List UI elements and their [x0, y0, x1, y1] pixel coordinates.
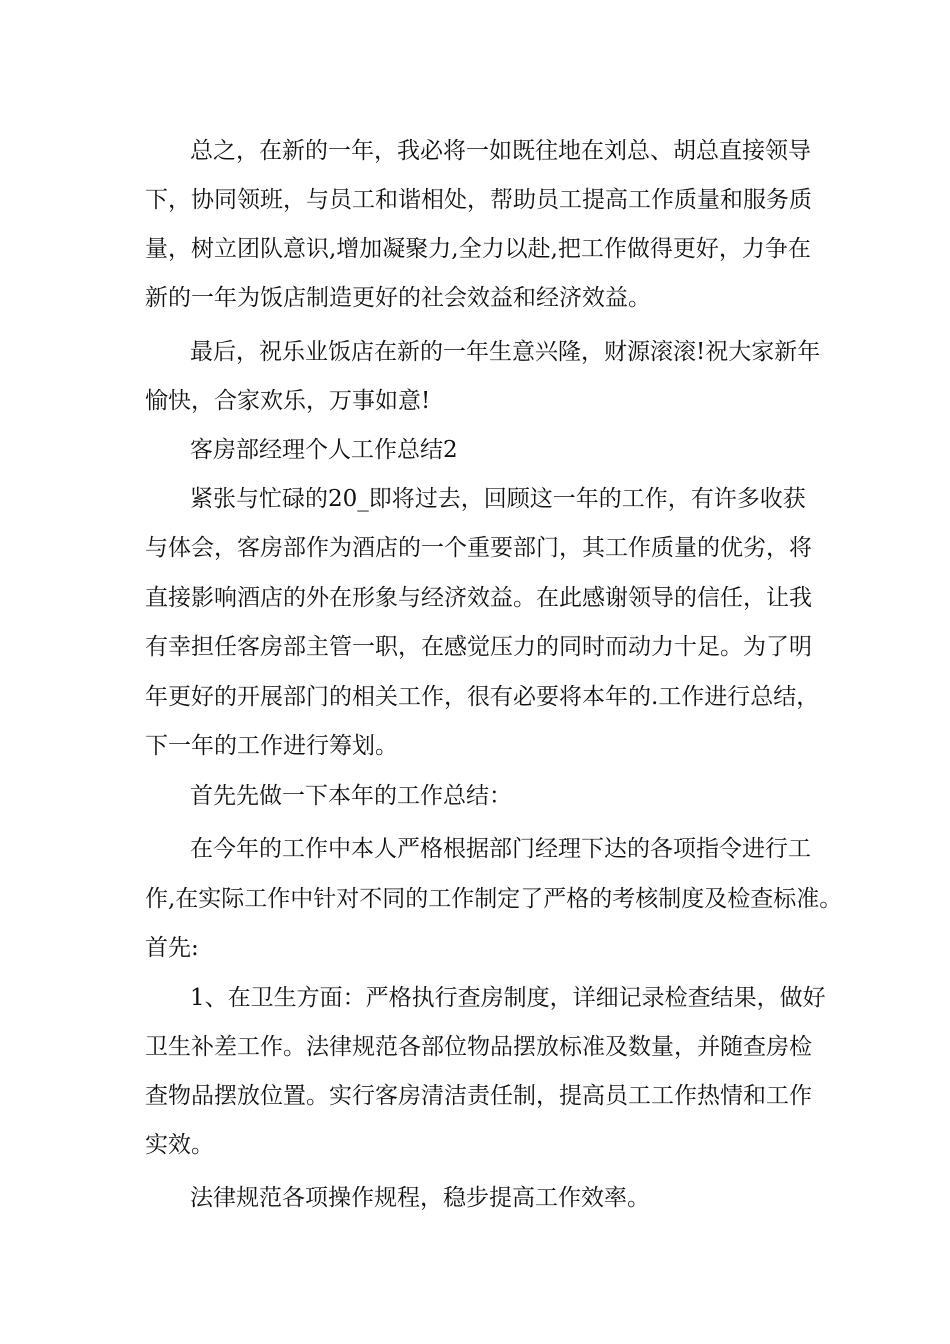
paragraph-7-line-1: 法律规范各项操作规程，稳步提高工作效率。 — [190, 1185, 650, 1211]
paragraph-5-line-3: 首先: — [145, 935, 199, 961]
paragraph-4-line-1: 首先先做一下本年的工作总结： — [190, 783, 512, 809]
paragraph-3-line-5: 年更好的开展部门的相关工作，很有必要将本年的.工作进行总结， — [145, 684, 820, 710]
paragraph-1-line-2: 下，协同领班，与员工和谐相处，帮助员工提高工作质量和服务质 — [145, 187, 812, 213]
section-heading: 客房部经理个人工作总结2 — [190, 437, 458, 463]
paragraph-3-line-3: 直接影响酒店的外在形象与经济效益。在此感谢领导的信任，让我 — [145, 585, 812, 611]
paragraph-1-line-4: 新的一年为饭店制造更好的社会效益和经济效益。 — [145, 285, 651, 311]
paragraph-1-line-1: 总之，在新的一年，我必将一如既往地在刘总、胡总直接领导 — [190, 138, 811, 164]
paragraph-5-line-1: 在今年的工作中本人严格根据部门经理下达的各项指令进行工 — [190, 836, 811, 862]
paragraph-6-line-4: 实效。 — [145, 1132, 214, 1158]
paragraph-6-line-2: 卫生补差工作。法律规范各部位物品摆放标准及数量，并随查房检 — [145, 1034, 812, 1060]
paragraph-1-line-3: 量，树立团队意识,增加凝聚力,全力以赴,把工作做得更好，力争在 — [145, 236, 811, 262]
paragraph-3-line-6: 下一年的工作进行筹划。 — [145, 733, 398, 759]
paragraph-6-line-1: 1、在卫生方面：严格执行查房制度，详细记录检查结果，做好 — [190, 985, 826, 1011]
paragraph-3-line-4: 有幸担任客房部主管一职，在感觉压力的同时而动力十足。为了明 — [145, 634, 812, 660]
paragraph-3-line-2: 与体会，客房部作为酒店的一个重要部门，其工作质量的优劣，将 — [145, 535, 812, 561]
paragraph-5-line-2: 作,在实际工作中针对不同的工作制定了严格的考核制度及检查标准。 — [145, 886, 843, 912]
paragraph-2-line-2: 愉快，合家欢乐，万事如意! — [145, 388, 431, 414]
paragraph-3-line-1: 紧张与忙碌的20_即将过去，回顾这一年的工作，有许多收获 — [190, 486, 806, 512]
paragraph-2-line-1: 最后，祝乐业饭店在新的一年生意兴隆，财源滚滚!祝大家新年 — [190, 339, 821, 365]
paragraph-6-line-3: 查物品摆放位置。实行客房清洁责任制，提高员工工作热情和工作 — [145, 1083, 812, 1109]
